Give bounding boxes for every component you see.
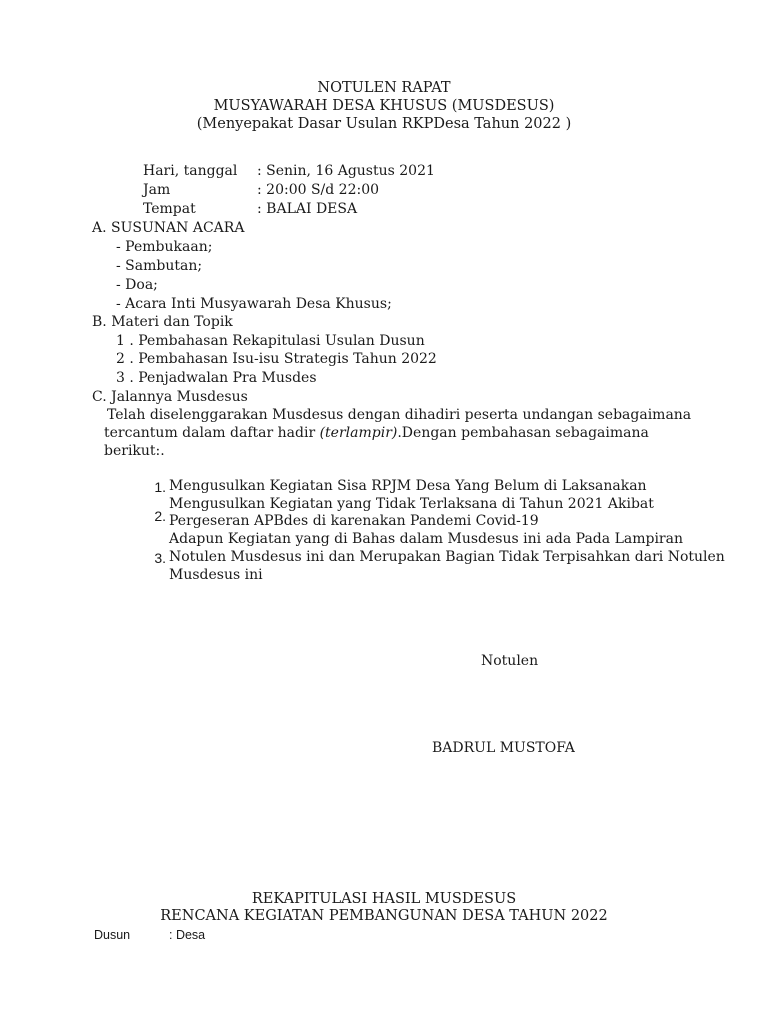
recap-title: REKAPITULASI HASIL MUSDESUS xyxy=(251,891,517,907)
list-item-text: Musdesus ini xyxy=(169,567,263,583)
paragraph-line xyxy=(104,424,649,443)
topic-item: 2 . Pembahasan Isu-isu Strategis Tahun 2022 xyxy=(116,351,437,367)
list-item-text: Adapun Kegiatan yang di Bahas dalam Musdesus ini ada Pada Lampiran xyxy=(169,531,683,547)
info-value-time: : 20:00 S/d 22:00 xyxy=(257,182,380,198)
document-title: NOTULEN RAPAT xyxy=(317,80,451,96)
list-number: 3. xyxy=(154,550,166,566)
list-item-text: Mengusulkan Kegiatan yang Tidak Terlaksana di Tahun 2021 Akibat xyxy=(169,496,654,512)
list-item-text: Mengusulkan Kegiatan Sisa RPJM Desa Yang Belum di Laksanakan xyxy=(169,478,647,494)
dusun-value: : Desa xyxy=(169,928,206,942)
paragraph-line: Telah diselenggarakan Musdesus dengan dihadiri peserta undangan sebagaimana xyxy=(107,407,692,423)
recap-subtitle: RENCANA KEGIATAN PEMBANGUNAN DESA TAHUN 2022 xyxy=(160,908,608,924)
info-label-place: Tempat xyxy=(143,201,196,217)
list-item-text: Pergeseran APBdes di karenakan Pandemi Covid-19 xyxy=(169,513,539,529)
topic-item: 1 . Pembahasan Rekapitulasi Usulan Dusun xyxy=(116,333,425,349)
list-number: 1. xyxy=(154,479,166,495)
info-value-place: : BALAI DESA xyxy=(257,201,358,217)
info-label-time: Jam xyxy=(143,182,171,198)
section-a-heading: A. SUSUNAN ACARA xyxy=(92,220,245,236)
info-label-date: Hari, tanggal xyxy=(143,163,238,179)
paragraph-text: .Dengan pembahasan sebagaimana xyxy=(397,425,649,441)
document-purpose: (Menyepakat Dasar Usulan RKPDesa Tahun 2022 ) xyxy=(196,116,572,132)
list-item-text: Notulen Musdesus ini dan Merupakan Bagian Tidak Terpisahkan dari Notulen xyxy=(169,549,725,565)
paragraph-text: tercantum dalam daftar hadir xyxy=(104,425,320,441)
document-subtitle: MUSYAWARAH DESA KHUSUS (MUSDESUS) xyxy=(213,98,555,114)
agenda-item: - Pembukaan; xyxy=(116,239,213,255)
signature-role: Notulen xyxy=(481,653,539,669)
section-c-heading: C. Jalannya Musdesus xyxy=(92,389,248,405)
paragraph-italic: (terlampir) xyxy=(319,425,398,441)
info-value-date: : Senin, 16 Agustus 2021 xyxy=(257,163,435,179)
topic-item: 3 . Penjadwalan Pra Musdes xyxy=(116,370,317,386)
agenda-item: - Acara Inti Musyawarah Desa Khusus; xyxy=(116,296,392,312)
dusun-label: Dusun xyxy=(94,928,131,942)
section-b-heading: B. Materi dan Topik xyxy=(92,314,233,330)
agenda-item: - Sambutan; xyxy=(116,258,203,274)
list-number: 2. xyxy=(154,508,166,524)
paragraph-line: berikut:. xyxy=(104,443,165,459)
agenda-item: - Doa; xyxy=(116,277,158,293)
signature-name: BADRUL MUSTOFA xyxy=(432,740,575,756)
